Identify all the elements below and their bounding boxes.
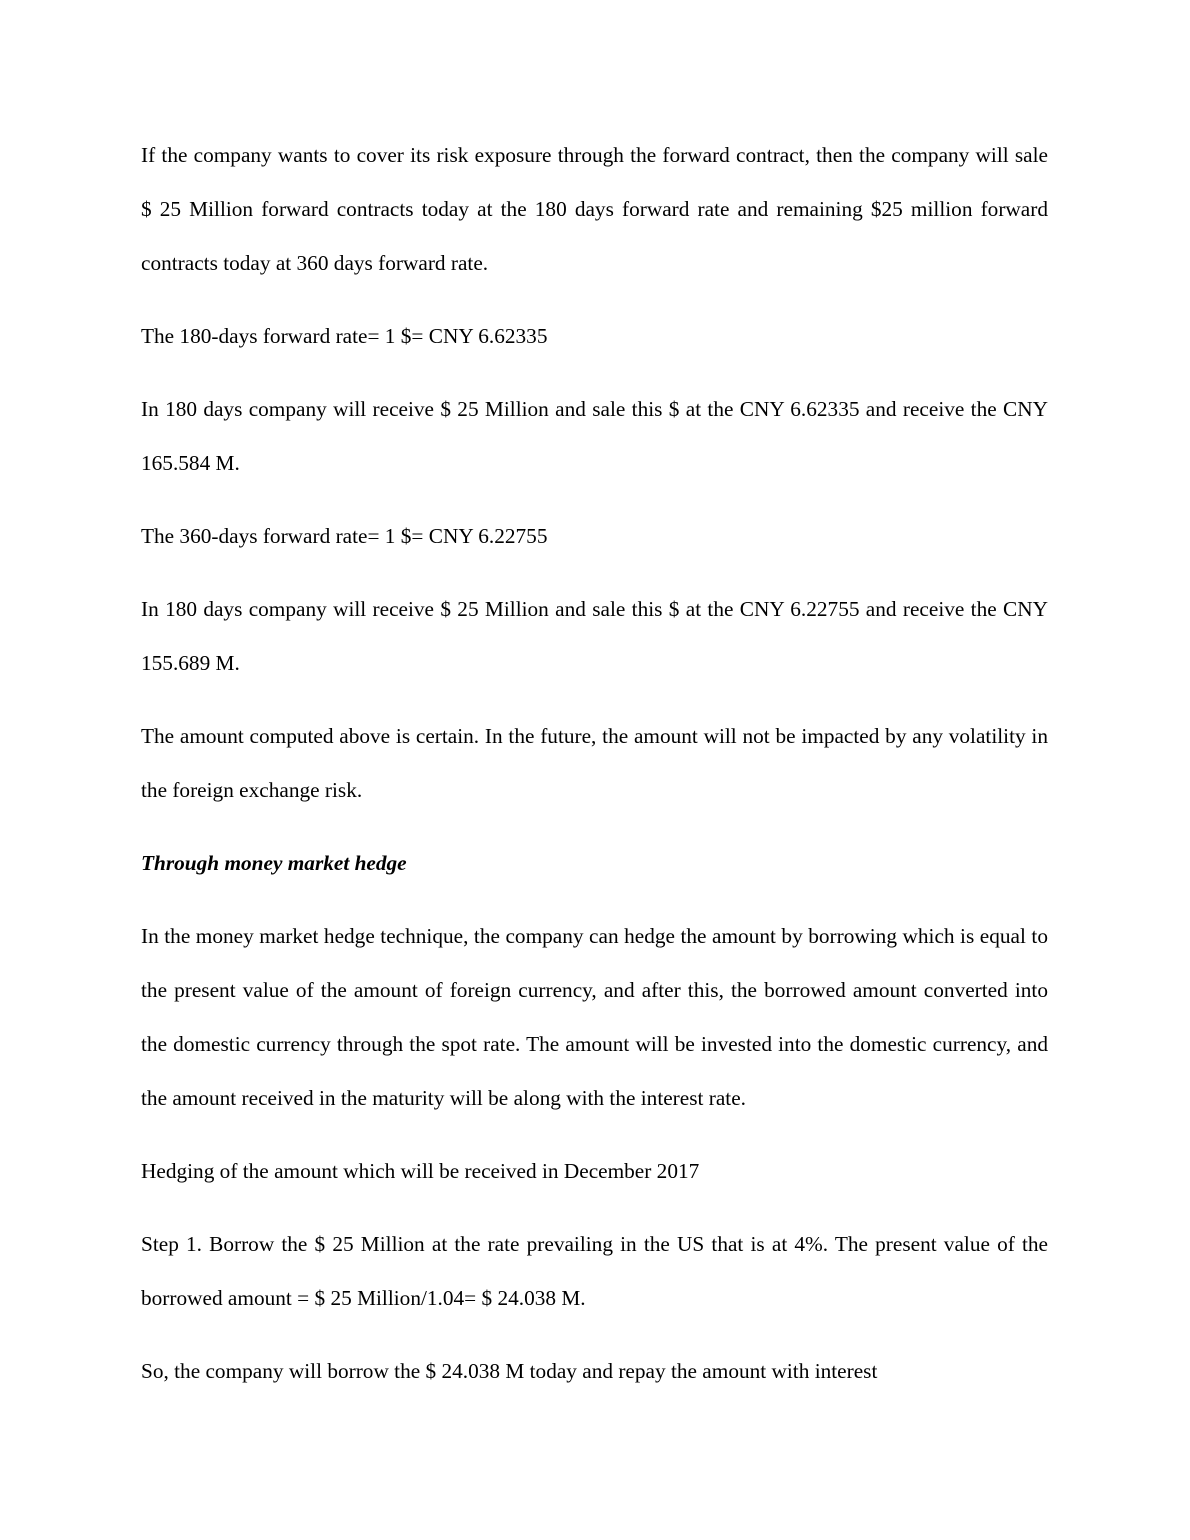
paragraph-hedging-december: Hedging of the amount which will be received in December 2017 xyxy=(141,1159,700,1183)
paragraph-forward-contract-intro: If the company wants to cover its risk exposure through the forward contract, then the company will sale $ 25 Million forward contracts today at the 180 days forward rate and remaining $25 million forward contracts today at 360 days forward rate. xyxy=(141,143,1048,275)
paragraph-360-day-receipt: In 180 days company will receive $ 25 Million and sale this $ at the CNY 6.22755 and receive the CNY 155.689 M. xyxy=(141,597,1048,675)
paragraph-borrow-repay: So, the company will borrow the $ 24.038 M today and repay the amount with interest xyxy=(141,1359,878,1383)
paragraph-money-market-technique: In the money market hedge technique, the company can hedge the amount by borrowing which is equal to the present value of the amount of foreign currency, and after this, the borrowed amount converted into the domestic currency through the spot rate. The amount will be invested into the domestic currency, and the amount received in the maturity will be along with the interest rate. xyxy=(141,924,1048,1110)
section-heading-money-market-hedge: Through money market hedge xyxy=(141,851,407,875)
paragraph-certainty-note: The amount computed above is certain. In the future, the amount will not be impacted by any volatility in the foreign exchange risk. xyxy=(141,724,1048,802)
document-body xyxy=(141,128,1048,1417)
paragraph-step-1: Step 1. Borrow the $ 25 Million at the rate prevailing in the US that is at 4%. The present value of the borrowed amount = $ 25 Million/1.04= $ 24.038 M. xyxy=(141,1232,1048,1310)
paragraph-180-day-rate: The 180-days forward rate= 1 $= CNY 6.62335 xyxy=(141,324,548,348)
paragraph-360-day-rate: The 360-days forward rate= 1 $= CNY 6.22755 xyxy=(141,524,548,548)
paragraph-180-day-receipt: In 180 days company will receive $ 25 Million and sale this $ at the CNY 6.62335 and receive the CNY 165.584 M. xyxy=(141,397,1048,475)
